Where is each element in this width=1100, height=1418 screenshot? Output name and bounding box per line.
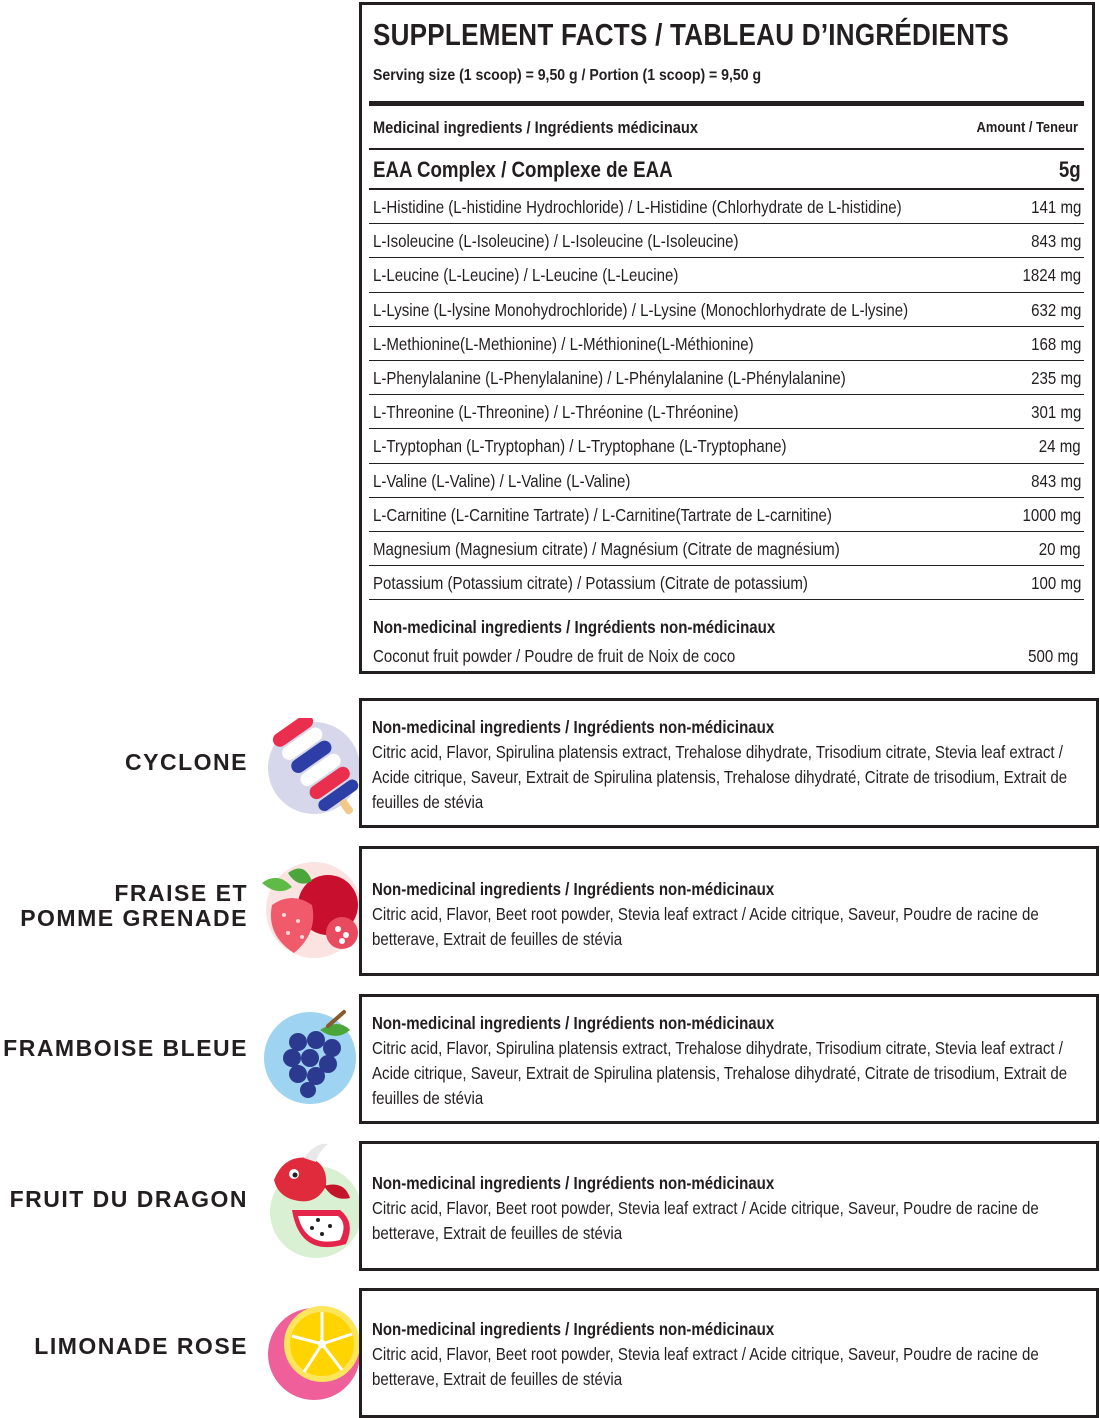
coconut-ingredient-name: Coconut fruit powder / Poudre de fruit de Noix de coco (373, 646, 736, 666)
supplement-facts-panel (359, 2, 1095, 674)
amount-header: Amount / Teneur (976, 119, 1078, 136)
flavor-box-framboise-bleue (359, 994, 1099, 1124)
thick-divider (369, 101, 1084, 106)
ingredient-row (369, 224, 1084, 258)
medicinal-header: Medicinal ingredients / Ingrédients médicinaux (373, 118, 698, 137)
ingredient-name: L-Isoleucine (L-Isoleucine) / L-Isoleucine (L-Isoleucine) (373, 231, 739, 252)
ingredient-name: L-Threonine (L-Threonine) / L-Thréonine (L-Thréonine) (373, 402, 739, 423)
flavor-box-limonade-rose (359, 1288, 1099, 1418)
flavor-text-block (372, 715, 1072, 815)
pink-lemonade-icon (266, 1300, 364, 1404)
dragon-fruit-icon (264, 1140, 362, 1270)
ingredient-list (369, 190, 1084, 600)
non-medicinal-label: Non-medicinal ingredients / Ingrédients non-médicinaux (373, 617, 776, 637)
blue-raspberry-icon (262, 1008, 362, 1112)
flavor-name-fruit-du-dragon: FRUIT DU DRAGON (9, 1186, 248, 1212)
ingredient-name: L-Tryptophan (L-Tryptophan) / L-Tryptophane (L-Tryptophane) (373, 436, 787, 457)
ingredient-name: L-Lysine (L-lysine Monohydrochloride) / L-Lysine (Monochlorhydrate de L-lysine) (373, 299, 909, 320)
coconut-divider (369, 671, 1084, 672)
ingredient-name: L-Carnitine (L-Carnitine Tartrate) / L-Carnitine(Tartrate de L-carnitine) (373, 504, 832, 525)
flavor-name-framboise-bleue: FRAMBOISE BLEUE (3, 1035, 248, 1061)
ingredient-row (369, 327, 1084, 361)
coconut-ingredient-amount: 500 mg (1027, 646, 1078, 666)
ingredient-amount: 168 mg (1030, 333, 1081, 354)
ingredient-amount: 632 mg (1030, 299, 1081, 320)
ingredient-name: L-Valine (L-Valine) / L-Valine (L-Valine) (373, 470, 631, 491)
ingredient-amount: 141 mg (1030, 197, 1081, 217)
flavor-text-block (372, 1317, 1072, 1392)
flavor-name-cyclone: CYCLONE (125, 749, 248, 775)
ingredient-row (369, 464, 1084, 498)
flavor-ingredients: Citric acid, Flavor, Beet root powder, Stevia leaf extract / Acide citrique, Saveur, Poudre de racine de betterave, Extrait de feuilles de stévia (372, 1344, 1039, 1389)
flavor-ingredients: Citric acid, Flavor, Beet root powder, Stevia leaf extract / Acide citrique, Saveur, Poudre de racine de betterave, Extrait de feuilles de stévia (372, 1198, 1039, 1243)
flavor-text-block (372, 877, 1072, 952)
ingredient-row (369, 361, 1084, 395)
ingredient-amount: 1000 mg (1022, 504, 1081, 525)
eaa-complex-name: EAA Complex / Complexe de EAA (373, 157, 673, 182)
serving-size: Serving size (1 scoop) = 9,50 g / Portion (1 scoop) = 9,50 g (373, 67, 762, 84)
eaa-complex-row (369, 150, 1084, 190)
ingredient-amount: 20 mg (1039, 538, 1081, 559)
ingredient-amount: 100 mg (1030, 573, 1081, 594)
ingredient-name: Magnesium (Magnesium citrate) / Magnésium (Citrate de magnésium) (373, 538, 840, 559)
flavor-box-fruit-du-dragon (359, 1141, 1099, 1271)
flavor-ingredients: Citric acid, Flavor, Spirulina platensis extract, Trehalose dihydrate, Trisodium citrate, Stevia leaf extract / Acide citrique, Saveur, Extrait de Spirulina platensis, Trehalose dihydraté, Citrate de trisodium, Extrait de feuilles de stévia (372, 742, 1068, 812)
ingredient-amount: 843 mg (1030, 231, 1081, 252)
ingredient-amount: 235 mg (1030, 367, 1081, 388)
flavor-ingredients: Citric acid, Flavor, Spirulina platensis extract, Trehalose dihydrate, Trisodium citrate, Stevia leaf extract / Acide citrique, Saveur, Extrait de Spirulina platensis, Trehalose dihydraté, Citrate de trisodium, Extrait de feuilles de stévia (372, 1038, 1068, 1108)
flavor-box-fraise-pomme-grenade (359, 846, 1099, 976)
ingredient-row (369, 429, 1084, 463)
flavor-box-cyclone (359, 698, 1099, 828)
ingredient-row (369, 498, 1084, 532)
flavor-text-block (372, 1011, 1072, 1111)
flavor-heading: Non-medicinal ingredients / Ingrédients non-médicinaux (372, 1013, 775, 1033)
ingredient-row (369, 532, 1084, 566)
ingredient-name: L-Histidine (L-histidine Hydrochloride) / L-Histidine (Chlorhydrate de L-histidine) (373, 197, 902, 217)
ingredient-amount: 1824 mg (1022, 265, 1081, 286)
ingredient-name: Potassium (Potassium citrate) / Potassium (Citrate de potassium) (373, 573, 808, 594)
flavor-name-fraise-line1: FRAISE ET (114, 880, 248, 906)
eaa-complex-amount: 5g (1059, 157, 1081, 182)
ingredient-row (369, 190, 1084, 224)
strawberry-pomegranate-icon (258, 855, 362, 961)
ingredient-amount: 843 mg (1030, 470, 1081, 491)
facts-title: SUPPLEMENT FACTS / TABLEAU D’INGRÉDIENTS (373, 17, 1010, 52)
ingredient-amount: 301 mg (1030, 402, 1081, 423)
flavor-name-limonade-rose: LIMONADE ROSE (34, 1333, 248, 1359)
cyclone-popsicle-icon (268, 718, 364, 818)
flavor-text-block (372, 1171, 1072, 1246)
flavor-heading: Non-medicinal ingredients / Ingrédients non-médicinaux (372, 1319, 775, 1339)
flavor-ingredients: Citric acid, Flavor, Beet root powder, Stevia leaf extract / Acide citrique, Saveur, Poudre de racine de betterave, Extrait de feuilles de stévia (372, 904, 1039, 949)
ingredient-amount: 24 mg (1039, 436, 1081, 457)
ingredient-name: L-Leucine (L-Leucine) / L-Leucine (L-Leucine) (373, 265, 679, 286)
ingredient-name: L-Methionine(L-Methionine) / L-Méthionine(L-Méthionine) (373, 333, 754, 354)
flavor-heading: Non-medicinal ingredients / Ingrédients non-médicinaux (372, 717, 775, 737)
ingredient-row (369, 293, 1084, 327)
ingredient-row (369, 395, 1084, 429)
ingredient-name: L-Phenylalanine (L-Phenylalanine) / L-Phénylalanine (L-Phénylalanine) (373, 367, 846, 388)
flavor-heading: Non-medicinal ingredients / Ingrédients non-médicinaux (372, 879, 775, 899)
ingredient-row (369, 258, 1084, 292)
flavor-heading: Non-medicinal ingredients / Ingrédients non-médicinaux (372, 1173, 775, 1193)
ingredient-row (369, 566, 1084, 600)
flavor-name-fraise-line2: POMME GRENADE (20, 905, 248, 931)
